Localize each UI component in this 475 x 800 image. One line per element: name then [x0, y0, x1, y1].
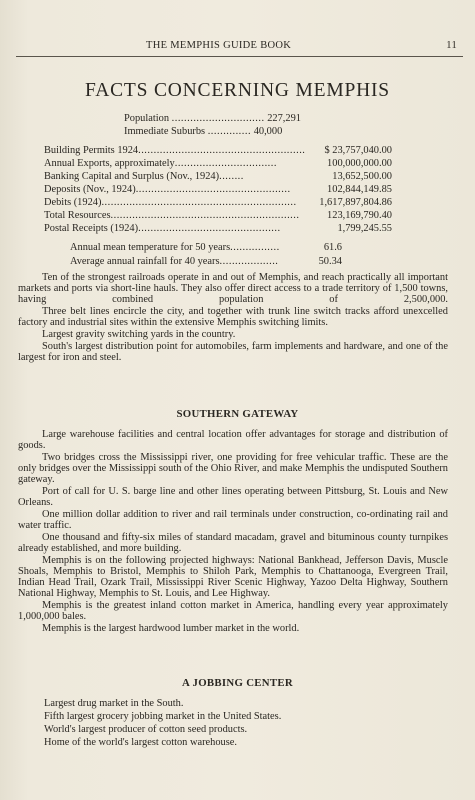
southern-gateway-heading: SOUTHERN GATEWAY [176, 408, 299, 420]
stat-label: Deposits (Nov., 1924) [44, 184, 136, 195]
stat-value: 102,844,149.85 [324, 184, 392, 195]
stat-value: 123,169,790.40 [324, 210, 392, 221]
stat-label: Immediate Suburbs [124, 126, 206, 137]
list-item: World's largest producer of cotton seed products. [44, 724, 248, 735]
population-row [124, 113, 301, 124]
paragraph: One million dollar addition to river and rail terminals under construction, co-ordinating rail and water traffic. [18, 509, 448, 531]
climate-row [70, 242, 342, 253]
paragraph: Memphis is the largest hardwood lumber market in the world. [42, 623, 300, 634]
leader-dots: ............................................................. [110, 210, 300, 221]
leader-dots: ................................. [174, 158, 277, 169]
stat-value: 40,000 [253, 126, 283, 137]
financial-row [44, 171, 392, 182]
jobbing-center-list [44, 697, 281, 749]
stat-label: Annual mean temperature for 50 years [70, 242, 231, 253]
stat-label: Total Resources [44, 210, 111, 221]
paragraph: Largest gravity switching yards in the country. [42, 329, 236, 340]
stat-label: Banking Capital and Surplus (Nov., 1924) [44, 171, 220, 182]
page-number: 11 [446, 40, 457, 51]
stat-label: Population [124, 113, 170, 124]
financial-row [44, 158, 392, 169]
financial-row [44, 184, 392, 195]
facts-body [18, 272, 448, 364]
financial-row [44, 145, 392, 156]
stat-label: Building Permits 1924 [44, 145, 139, 156]
climate-row [70, 256, 342, 267]
stat-value: 1,799,245.55 [334, 223, 392, 234]
paragraph: One thousand and fifty-six miles of standard macadam, gravel and bituminous county turnpikes already established, and more building. [18, 532, 448, 554]
paragraph: Port of call for U. S. barge line and other lines operating between Pittsburg, St. Louis and New Orleans. [18, 486, 448, 508]
list-item: Largest drug market in the South. [44, 698, 184, 709]
stat-label: Postal Receipts (1924) [44, 223, 139, 234]
paragraph: Memphis is on the following projected highways: National Bankhead, Jefferson Davis, Muscle Shoals, Memphis to Bristol, Memphis to Shiloh Park, Memphis to Chattanooga, Evergreen Trail, Indian Head Trail, Ozark Trail, Mississippi River Scenic Highway, Yazoo Delta Highway, Southern National Highway, Memphis to St. Louis, and Lee Highway. [18, 555, 448, 599]
leader-dots: ................ [230, 242, 280, 253]
list-item: Fifth largest grocery jobbing market in the United States. [44, 711, 282, 722]
stat-value: 50.34 [318, 256, 342, 267]
leader-dots: .................................................. [135, 184, 291, 195]
paragraph: South's largest distribution point for automobiles, farm implements and hardware, and one of the largest for iron and steel. [18, 341, 448, 363]
stat-value: $ 23,757,040.00 [324, 145, 392, 156]
stat-label: Debits (1924) [44, 197, 102, 208]
leader-dots: .............. [207, 126, 252, 137]
stat-label: Average annual rainfall for 40 years [70, 256, 220, 267]
financial-row [44, 223, 392, 234]
paragraph: Memphis is the greatest inland cotton market in America, handling every year approximately 1,000,000 bales. [18, 600, 448, 622]
paragraph: Ten of the strongest railroads operate in and out of Memphis, and reach practically all important markets and ports via short-line hauls. They also offer direct access to a trade territory of 1,500 towns, having combined population of 2,500,000. [18, 272, 448, 305]
header-title: THE MEMPHIS GUIDE BOOK [146, 40, 292, 51]
southern-gateway-body [18, 429, 448, 635]
paragraph: Large warehouse facilities and central location offer advantages for storage and distribution of goods. [18, 429, 448, 451]
financial-row [44, 197, 392, 208]
leader-dots: ................... [219, 256, 279, 267]
leader-dots: ........ [219, 171, 244, 182]
paragraph: Three belt lines encircle the city, and together with trunk line switch tracks afford unexcelled factory and industrial sites within the extensive Memphis switching limits. [18, 306, 448, 328]
list-item: Home of the world's largest cotton warehouse. [44, 737, 237, 748]
leader-dots: .............................................. [138, 223, 281, 234]
stat-label: Annual Exports, approximately [44, 158, 175, 169]
stat-value: 227,291 [267, 113, 301, 124]
facts-title: FACTS CONCERNING MEMPHIS [85, 80, 390, 101]
header-rule [16, 56, 463, 57]
stat-value: 1,617,897,804.86 [316, 197, 392, 208]
suburbs-row [124, 126, 282, 137]
leader-dots: ............................................................... [101, 197, 297, 208]
paragraph: Two bridges cross the Mississippi river, one providing for free vehicular traffic. These are the only bridges over the Mississippi south of the Ohio River, and make Memphis the undisputed Southern gateway. [18, 452, 448, 485]
stat-value: 61.6 [323, 242, 342, 253]
stat-value: 13,652,500.00 [329, 171, 392, 182]
jobbing-center-heading: A JOBBING CENTER [182, 677, 293, 689]
leader-dots: .............................. [171, 113, 265, 124]
stat-value: 100,000,000.00 [324, 158, 392, 169]
financial-row [44, 210, 392, 221]
leader-dots: ...................................................... [138, 145, 306, 156]
